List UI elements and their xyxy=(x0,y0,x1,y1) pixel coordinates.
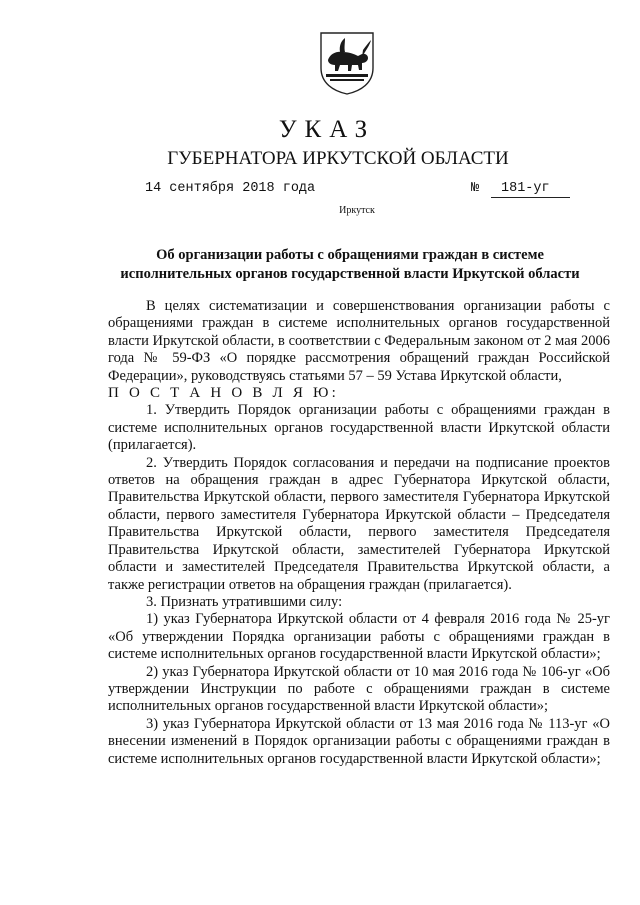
list-item: 3. Признать утратившими силу: xyxy=(146,593,343,610)
decree-word: П О С Т А Н О В Л Я Ю: xyxy=(108,385,339,402)
decree-issuer: ГУБЕРНАТОРА ИРКУТСКОЙ ОБЛАСТИ xyxy=(167,148,509,169)
decree-number: 181-уг xyxy=(491,181,570,198)
list-item: 1) указ Губернатора Иркутской области от 4 февраля 2016 года № 25-уг «Об утверждении Порядка организации работы с обращениями граждан в системе исполнительных органов государственной власти Иркутской области»; xyxy=(108,611,610,663)
list-item: 1. Утвердить Порядок организации работы с обращениями граждан в системе исполнительных органов государственной власти Иркутской области (прилагается). xyxy=(108,402,610,454)
decree-city: Иркутск xyxy=(339,205,375,216)
preamble-paragraph: В целях систематизации и совершенствования организации работы с обращениями граждан в системе исполнительных органов государственной власти Иркутской области, в соответствии с Федеральным законом от 2 мая 2006 года № 59-ФЗ «О порядке рассмотрения обращений граждан Российской Федерации», руководствуясь статьями 57 – 59 Устава Иркутской области, xyxy=(108,298,610,384)
list-item: 2. Утвердить Порядок согласования и передачи на подписание проектов ответов на обращения граждан в адрес Губернатора Иркутской области, Правительства Иркутской области, первого заместителя Губернатора Иркутской области, первого заместителя Губернатора Иркутской области – Председателя Правительства Иркутской области, первого заместителя Председателя Правительства Иркутской области, заместителей Губернатора Иркутской области и заместителей Председателя Правительства Иркутской области, а также регистрации ответов на обращения граждан (прилагается). xyxy=(108,454,610,593)
decree-number-label: № xyxy=(471,181,480,196)
irkutsk-coat-of-arms-icon xyxy=(318,30,376,96)
list-item: 2) указ Губернатора Иркутской области от 10 мая 2016 года № 106-уг «Об утверждении Инструкции по работе с обращениями граждан в системе исполнительных органов государственной власти Иркутской области»; xyxy=(108,663,610,715)
decree-date: 14 сентября 2018 года xyxy=(145,181,316,196)
list-item: 3) указ Губернатора Иркутской области от 13 мая 2016 года № 113-уг «О внесении изменений в Порядок организации работы с обращениями граждан в системе исполнительных органов государственной власти Иркутской области»; xyxy=(108,715,610,767)
document-body xyxy=(108,298,610,768)
decree-title: УКАЗ xyxy=(278,116,376,143)
document-heading xyxy=(100,246,600,284)
heading-line: Об организации работы с обращениями граждан в системе xyxy=(156,247,544,263)
heading-line: исполнительных органов государственной власти Иркутской области xyxy=(120,266,580,282)
